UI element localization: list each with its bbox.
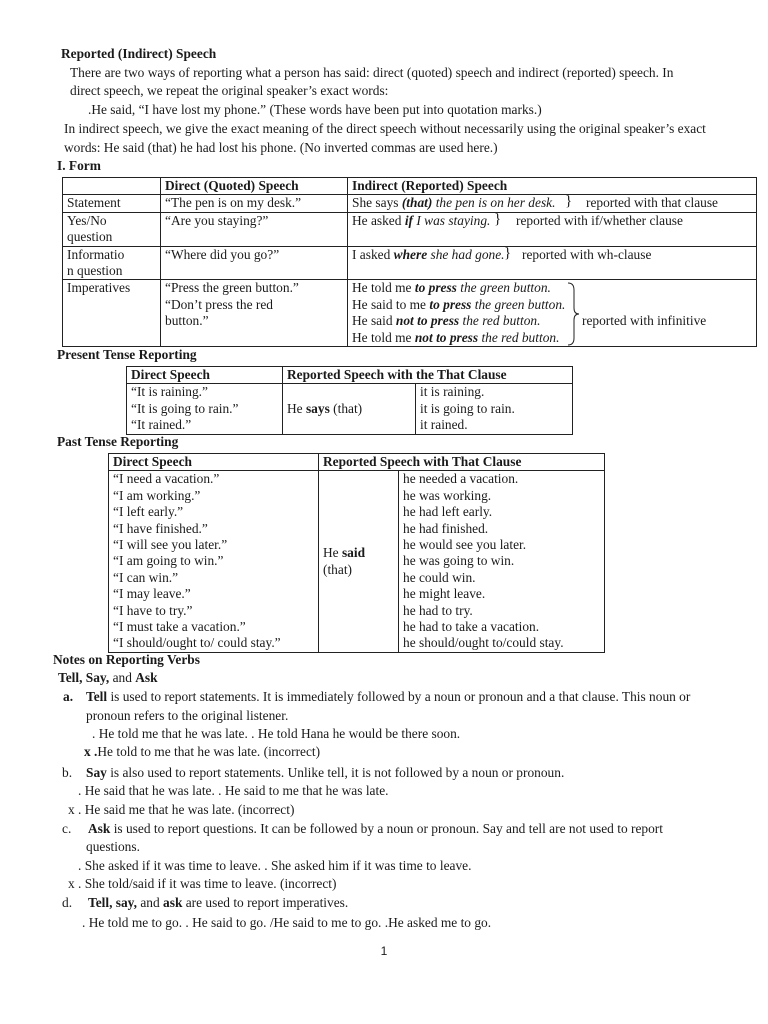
direct-line: “I must take a vacation.” <box>113 619 246 635</box>
note-b-example: . He said that he was late. . He said to me that he was late. <box>78 783 389 798</box>
reported-line: he would see you later. <box>403 537 527 553</box>
indirect-line: He told me to press the green button. <box>352 280 551 296</box>
indirect-text: I asked <box>352 246 394 262</box>
direct-cell: “Where did you go?” <box>161 246 348 280</box>
reporting-note: reported with infinitive <box>582 313 707 329</box>
row-label-line: Informatio <box>67 246 125 262</box>
present-reported-cell <box>416 384 573 434</box>
indirect-line: He said not to press the red button. <box>352 313 541 329</box>
note-c-incorrect: x . She told/said if it was time to leave. (incorrect) <box>68 876 337 891</box>
indirect-connector: where <box>393 246 428 262</box>
note-c-example: . She asked if it was time to leave. . She asked him if it was time to leave. <box>78 858 472 873</box>
form-row-yesno <box>63 212 757 246</box>
past-reported-cell <box>399 471 605 652</box>
note-d-text: Tell, say, and ask are used to report imperatives. <box>88 895 349 910</box>
page-number: 1 <box>380 944 388 958</box>
note-a-marker: a. <box>63 689 74 704</box>
note-b-incorrect: x . He said me that he was late. (incorrect) <box>68 802 295 817</box>
present-direct-cell <box>127 384 283 434</box>
direct-line: “I left early.” <box>113 504 184 520</box>
direct-line: “It rained.” <box>131 417 192 433</box>
direct-line: “I can win.” <box>113 569 179 585</box>
past-table <box>108 453 605 653</box>
direct-line: “I will see you later.” <box>113 537 228 553</box>
note-d-example: . He told me to go. . He said to go. /He said to me to go. .He asked me to go. <box>82 915 492 930</box>
indirect-text: She says <box>352 195 402 211</box>
row-label-line: Yes/No <box>67 212 107 228</box>
reporting-note: reported with if/whether clause <box>516 212 683 228</box>
indirect-cell <box>348 195 757 212</box>
form-col-indirect: Indirect (Reported) Speech <box>348 178 757 195</box>
direct-cell: “The pen is on my desk.” <box>161 195 348 212</box>
direct-line: “I have to try.” <box>113 602 193 618</box>
brace-icon: } <box>565 193 573 210</box>
indirect-line: He told me not to press the red button. <box>352 329 560 345</box>
brace-icon: } <box>504 244 512 261</box>
direct-line: “It is raining.” <box>131 384 208 400</box>
intro-line-4: words: He said (that) he had lost his phone. (No inverted commas are used here.) <box>64 140 498 155</box>
note-a-text-2: pronoun refers to the original listener. <box>86 708 289 723</box>
indirect-line: He said to me to press the green button. <box>352 296 566 312</box>
direct-line: “I may leave.” <box>113 586 191 602</box>
reported-line: he might leave. <box>403 586 486 602</box>
present-verb-cell: He says (that) <box>283 384 416 434</box>
row-label <box>63 212 161 246</box>
direct-cell: “Are you staying?” <box>161 212 348 246</box>
note-a-example: . He told me that he was late. . He told Hana he would be there soon. <box>92 726 461 741</box>
reported-line: he was working. <box>403 487 492 503</box>
indirect-connector: (that) <box>401 195 433 211</box>
note-a-text: Tell is used to report statements. It is immediately followed by a noun or pronoun and a that clause. This noun or <box>86 689 691 704</box>
note-c-text: Ask is used to report questions. It can be followed by a noun or pronoun. Say and tell are not used to report <box>88 821 663 836</box>
page-title: Reported (Indirect) Speech <box>61 46 217 61</box>
past-col-reported: Reported Speech with That Clause <box>319 454 605 471</box>
reporting-note: reported with that clause <box>586 195 718 211</box>
past-col-direct: Direct Speech <box>109 454 319 471</box>
row-label <box>63 246 161 280</box>
indirect-cell <box>348 280 757 347</box>
direct-line: “I have finished.” <box>113 520 208 536</box>
form-row-imperatives <box>63 280 757 347</box>
present-table <box>126 366 573 435</box>
brace-icon: } <box>494 210 502 227</box>
past-direct-cell <box>109 471 319 652</box>
direct-line: “Don’t press the red <box>165 296 273 312</box>
curly-brace-icon <box>566 282 580 346</box>
direct-line: “I should/ought to/ could stay.” <box>113 635 281 651</box>
indirect-cell <box>348 246 757 280</box>
direct-line: button.” <box>165 313 209 329</box>
reported-line: he should/ought to/could stay. <box>403 635 564 651</box>
past-verb-cell: He said (that) <box>319 471 399 652</box>
direct-line: “It is going to rain.” <box>131 400 239 416</box>
reported-line: it is going to rain. <box>420 400 515 416</box>
row-label-line: n question <box>67 263 123 279</box>
form-row-statement <box>63 195 757 212</box>
form-col-direct: Direct (Quoted) Speech <box>161 178 348 195</box>
row-label: Imperatives <box>63 280 161 347</box>
reported-line: he could win. <box>403 569 476 585</box>
direct-line: “I am working.” <box>113 487 201 503</box>
intro-line-1: There are two ways of reporting what a person has said: direct (quoted) speech and indirect (reported) speech. In <box>70 65 674 80</box>
reported-line: he was going to win. <box>403 553 515 569</box>
indirect-clause: the pen is on her desk. <box>432 195 556 211</box>
note-b-text: Say is also used to report statements. Unlike tell, it is not followed by a noun or pronoun. <box>86 765 565 780</box>
direct-line: “I need a vacation.” <box>113 471 220 487</box>
note-c-text-2: questions. <box>86 839 140 854</box>
note-c-marker: c. <box>62 821 72 836</box>
indirect-cell <box>348 212 757 246</box>
reporting-note: reported with wh-clause <box>522 246 652 262</box>
reported-line: it rained. <box>420 417 468 433</box>
reported-line: he had left early. <box>403 504 493 520</box>
form-row-info <box>63 246 757 280</box>
row-label-line: question <box>67 229 113 245</box>
direct-line: “I am going to win.” <box>113 553 224 569</box>
note-d-marker: d. <box>62 895 73 910</box>
reported-line: it is raining. <box>420 384 485 400</box>
notes-subheading: Tell, Say, and Ask <box>58 670 158 685</box>
reported-line: he needed a vacation. <box>403 471 519 487</box>
indirect-text: He asked <box>352 212 405 228</box>
direct-cell <box>161 280 348 347</box>
direct-line: “Press the green button.” <box>165 280 299 296</box>
note-b-marker: b. <box>62 765 73 780</box>
row-label: Statement <box>63 195 161 212</box>
indirect-connector: if <box>404 212 413 228</box>
present-col-direct: Direct Speech <box>127 367 283 384</box>
indirect-clause: I was staying. <box>413 212 491 228</box>
present-heading: Present Tense Reporting <box>57 347 197 362</box>
intro-line-3: In indirect speech, we give the exact meaning of the direct speech without necessarily using the original speaker’s exact <box>64 121 706 136</box>
present-col-reported: Reported Speech with the That Clause <box>283 367 573 384</box>
past-heading: Past Tense Reporting <box>57 434 179 449</box>
notes-heading: Notes on Reporting Verbs <box>53 652 200 667</box>
form-header-blank <box>63 178 161 195</box>
reported-line: he had to take a vacation. <box>403 619 540 635</box>
indirect-clause: she had gone. <box>427 246 505 262</box>
reported-line: he had finished. <box>403 520 489 536</box>
intro-example: .He said, “I have lost my phone.” (These words have been put into quotation marks.) <box>88 102 542 117</box>
intro-line-2: direct speech, we repeat the original speaker’s exact words: <box>70 83 389 98</box>
note-a-incorrect: x .He told to me that he was late. (incorrect) <box>84 744 321 759</box>
form-table <box>62 177 757 347</box>
reported-line: he had to try. <box>403 602 473 618</box>
form-heading: I. Form <box>57 158 101 173</box>
